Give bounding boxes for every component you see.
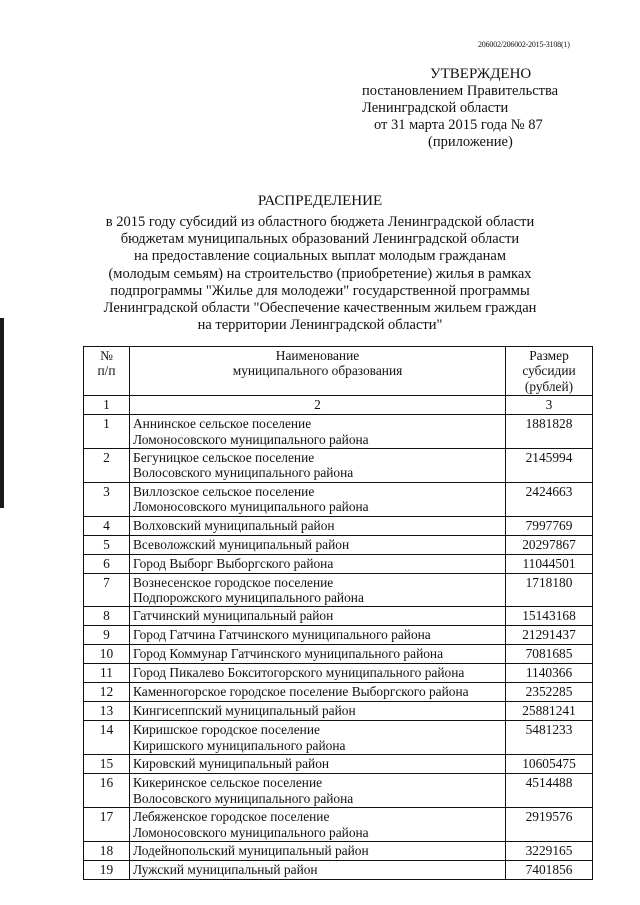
approval-line-2: Ленинградской области xyxy=(362,100,509,116)
table-row xyxy=(84,482,593,516)
municipality-name-line: Ломоносовского муниципального района xyxy=(133,499,369,515)
approval-title: УТВЕРЖДЕНО xyxy=(430,66,532,82)
municipality-name xyxy=(130,721,506,755)
row-number: 18 xyxy=(84,841,130,860)
row-number: 16 xyxy=(84,774,130,808)
approval-date: от 31 марта 2015 года № 87 xyxy=(374,117,543,133)
municipality-name-line: Город Выборг Выборгского района xyxy=(133,555,334,571)
municipality-name-line: Волосовского муниципального района xyxy=(133,465,354,481)
document-id: 206002/206002-2015-3108(1) xyxy=(478,40,570,49)
subsidy-amount: 5481233 xyxy=(506,721,593,755)
municipality-name-line: Лебяженское городское поселение xyxy=(133,809,330,825)
table-row xyxy=(84,774,593,808)
municipality-name-line: Каменногорское городское поселение Выборгского района xyxy=(133,684,469,700)
municipality-name-line: Гатчинский муниципальный район xyxy=(133,608,334,624)
document-description xyxy=(60,214,580,334)
table-row xyxy=(84,645,593,664)
municipality-name xyxy=(130,607,506,626)
column-number-1: 1 xyxy=(84,396,130,415)
municipality-name-line: Лодейнопольский муниципальный район xyxy=(133,842,369,858)
table-row xyxy=(84,808,593,842)
column-number-row xyxy=(84,396,593,415)
subsidy-amount: 15143168 xyxy=(506,607,593,626)
header-number: № п/п xyxy=(84,347,130,396)
subsidy-amount: 1140366 xyxy=(506,664,593,683)
row-number: 13 xyxy=(84,702,130,721)
municipality-name-line: Бегуницкое сельское поселение xyxy=(133,450,315,466)
document-title: РАСПРЕДЕЛЕНИЕ xyxy=(257,193,383,209)
municipality-name xyxy=(130,683,506,702)
row-number: 11 xyxy=(84,664,130,683)
row-number: 10 xyxy=(84,645,130,664)
approval-block xyxy=(362,66,582,151)
subsidy-amount: 11044501 xyxy=(506,554,593,573)
municipality-name xyxy=(130,755,506,774)
table-row xyxy=(84,573,593,607)
municipality-name xyxy=(130,645,506,664)
municipality-name-line: Город Пикалево Бокситогорского муниципального района xyxy=(133,665,465,681)
table-row xyxy=(84,415,593,449)
municipality-name-line: Виллозское сельское поселение xyxy=(133,483,315,499)
municipality-name-line: Волховский муниципальный район xyxy=(133,517,335,533)
description-line: на предоставление социальных выплат молодым гражданам xyxy=(133,248,506,265)
subsidy-amount: 10605475 xyxy=(506,755,593,774)
row-number: 7 xyxy=(84,573,130,607)
municipality-name-line: Киришского муниципального района xyxy=(133,737,346,753)
table-row xyxy=(84,449,593,483)
table-row xyxy=(84,516,593,535)
subsidy-amount: 21291437 xyxy=(506,626,593,645)
row-number: 1 xyxy=(84,415,130,449)
scan-edge-mark xyxy=(0,318,4,508)
row-number: 14 xyxy=(84,721,130,755)
table-row xyxy=(84,664,593,683)
row-number: 15 xyxy=(84,755,130,774)
row-number: 17 xyxy=(84,808,130,842)
subsidy-amount: 25881241 xyxy=(506,702,593,721)
municipality-name-line: Подпорожского муниципального района xyxy=(133,590,364,606)
description-line: Ленинградской области "Обеспечение качественным жильем граждан xyxy=(103,300,537,317)
subsidy-amount: 2919576 xyxy=(506,808,593,842)
subsidy-amount: 7081685 xyxy=(506,645,593,664)
description-line: (молодым семьям) на строительство (приобретение) жилья в рамках xyxy=(108,265,532,282)
municipality-name xyxy=(130,774,506,808)
municipality-name-line: Лужский муниципальный район xyxy=(133,861,318,877)
table-row xyxy=(84,683,593,702)
municipality-name xyxy=(130,415,506,449)
municipality-name xyxy=(130,702,506,721)
description-line: подпрограммы "Жилье для молодежи" государственной программы xyxy=(110,282,530,299)
header-name: Наименование муниципального образования xyxy=(130,347,506,396)
column-number-3: 3 xyxy=(506,396,593,415)
row-number: 3 xyxy=(84,482,130,516)
municipality-name-line: Кикеринское сельское поселение xyxy=(133,775,323,791)
column-number-2: 2 xyxy=(130,396,506,415)
subsidy-amount: 7997769 xyxy=(506,516,593,535)
municipality-name-line: Аннинское сельское поселение xyxy=(133,416,312,432)
row-number: 5 xyxy=(84,535,130,554)
table-row xyxy=(84,702,593,721)
subsidy-amount: 20297867 xyxy=(506,535,593,554)
subsidy-amount: 1881828 xyxy=(506,415,593,449)
row-number: 4 xyxy=(84,516,130,535)
municipality-name-line: Кировский муниципальный район xyxy=(133,756,330,772)
municipality-name-line: Кингисеппский муниципальный район xyxy=(133,703,356,719)
municipality-name-line: Волосовского муниципального района xyxy=(133,790,354,806)
row-number: 19 xyxy=(84,860,130,879)
municipality-name-line: Вознесенское городское поселение xyxy=(133,574,334,590)
municipality-name-line: Ломоносовского муниципального района xyxy=(133,824,369,840)
table-row xyxy=(84,755,593,774)
municipality-name-line: Всеволожский муниципальный район xyxy=(133,536,350,552)
table-row xyxy=(84,535,593,554)
municipality-name xyxy=(130,573,506,607)
description-line: на территории Ленинградской области" xyxy=(197,317,443,334)
subsidy-amount: 2352285 xyxy=(506,683,593,702)
approval-line-1: постановлением Правительства xyxy=(362,83,559,99)
municipality-name xyxy=(130,516,506,535)
description-line: в 2015 году субсидий из областного бюджета Ленинградской области xyxy=(105,214,535,230)
subsidy-amount: 1718180 xyxy=(506,573,593,607)
municipality-name xyxy=(130,626,506,645)
municipality-name-line: Город Гатчина Гатчинского муниципального района xyxy=(133,627,431,643)
municipality-name xyxy=(130,482,506,516)
municipality-name xyxy=(130,841,506,860)
distribution-table xyxy=(83,346,593,880)
municipality-name-line: Ломоносовского муниципального района xyxy=(133,431,369,447)
header-amount: Размер субсидии (рублей) xyxy=(506,347,593,396)
row-number: 12 xyxy=(84,683,130,702)
subsidy-amount: 3229165 xyxy=(506,841,593,860)
description-line: бюджетам муниципальных образований Ленинградской области xyxy=(120,231,520,248)
table-row xyxy=(84,860,593,879)
row-number: 9 xyxy=(84,626,130,645)
subsidy-amount: 7401856 xyxy=(506,860,593,879)
municipality-name-line: Киришское городское поселение xyxy=(133,722,320,738)
subsidy-amount: 4514488 xyxy=(506,774,593,808)
row-number: 2 xyxy=(84,449,130,483)
row-number: 6 xyxy=(84,554,130,573)
table-row xyxy=(84,721,593,755)
approval-appendix: (приложение) xyxy=(428,134,513,150)
table-row xyxy=(84,626,593,645)
municipality-name-line: Город Коммунар Гатчинского муниципального района xyxy=(133,646,444,662)
municipality-name xyxy=(130,535,506,554)
municipality-name xyxy=(130,554,506,573)
municipality-name xyxy=(130,860,506,879)
subsidy-amount: 2145994 xyxy=(506,449,593,483)
table-row xyxy=(84,554,593,573)
municipality-name xyxy=(130,808,506,842)
table-row xyxy=(84,841,593,860)
table-row xyxy=(84,607,593,626)
table-header-row xyxy=(84,347,593,396)
municipality-name xyxy=(130,664,506,683)
row-number: 8 xyxy=(84,607,130,626)
municipality-name xyxy=(130,449,506,483)
subsidy-amount: 2424663 xyxy=(506,482,593,516)
